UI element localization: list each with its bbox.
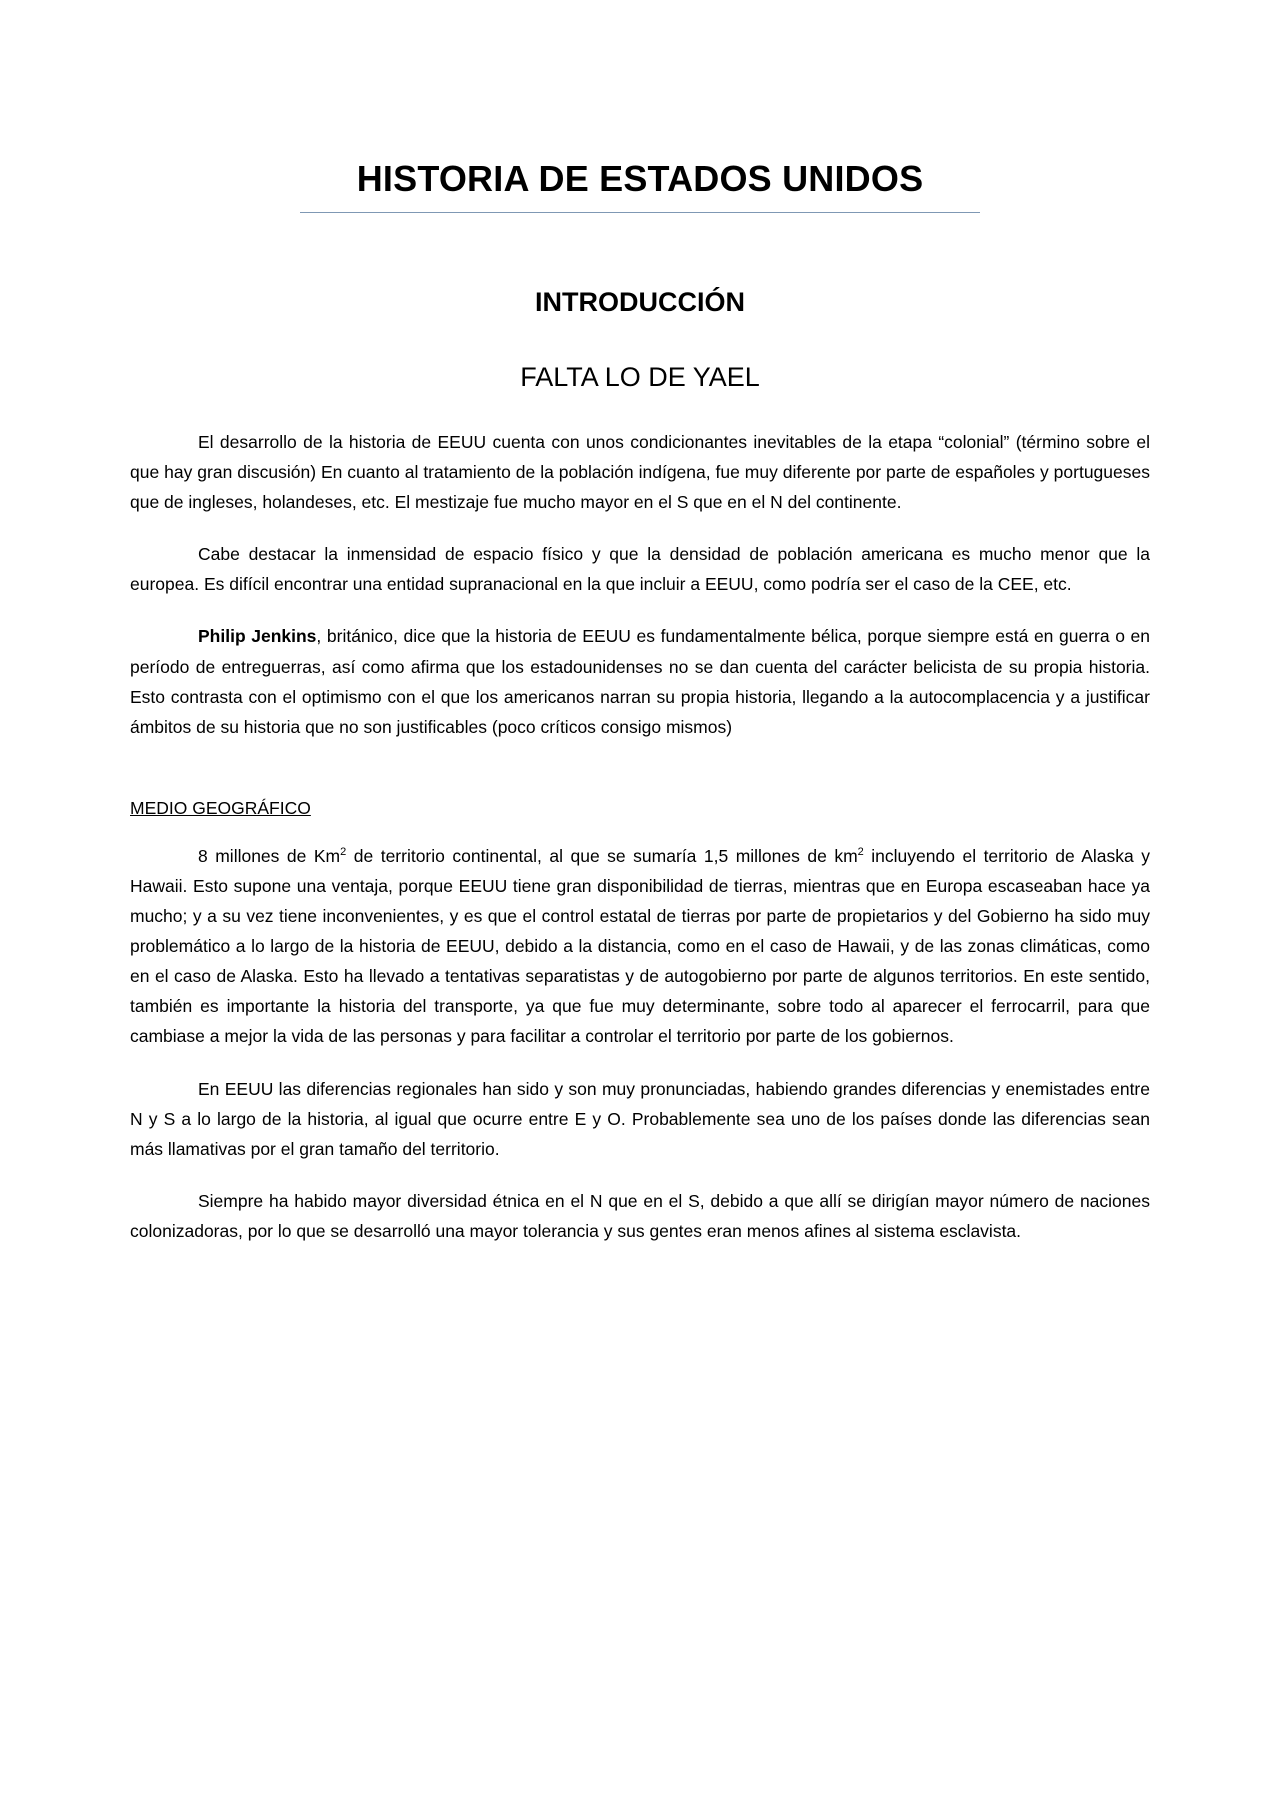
- section-spacer: [130, 742, 1150, 798]
- paragraph-colonial-context: El desarrollo de la historia de EEUU cuenta con unos condicionantes inevitables de la etapa “colonial” (término sobre el que hay gran discusión) En cuanto al tratamiento de la población indígena, fue muy diferente por parte de españoles y portugueses que de ingleses, holandeses, etc. El mestizaje fue mucho mayor en el S que en el N del continente.: [130, 432, 1150, 513]
- territorio-text-c: incluyendo el territorio de Alaska y Hawaii. Esto supone una ventaja, porque EEUU tiene gran disponibilidad de tierras, mientras que en Europa escaseaban hace ya mucho; y a su vez tiene inconvenientes, y es que el control estatal de tierras por parte de propietarios y del Gobierno ha sido muy problemático a lo largo de la historia de EEUU, debido a la distancia, como en el caso de Hawaii, y de las zonas climáticas, como en el caso de Alaska. Esto ha llevado a tentativas separatistas y de autogobierno por parte de algunos territorios. En este sentido, también es importante la historia del transporte, ya que fue muy determinante, sobre todo al aparecer el ferrocarril, para que cambiase a mejor la vida de las personas y para facilitar a controlar el territorio por parte de los gobiernos.: [130, 845, 1151, 1047]
- paragraph-diversidad-etnica: Siempre ha habido mayor diversidad étnica en el N que en el S, debido a que allí se dirigían mayor número de naciones colonizadoras, por lo que se desarrolló una mayor tolerancia y sus gentes eran menos afines al sistema esclavista.: [130, 1190, 1150, 1241]
- title-divider: [300, 212, 980, 213]
- page-title: HISTORIA DE ESTADOS UNIDOS: [356, 158, 924, 199]
- paragraph-space-density: Cabe destacar la inmensidad de espacio físico y que la densidad de población americana es mucho menor que la europea. Es difícil encontrar una entidad supranacional en la que incluir a EEUU, como podría ser el caso de la CEE, etc.: [130, 544, 1150, 595]
- paragraph-territorio: [130, 841, 1150, 1052]
- superscript-square-1: 2: [340, 846, 347, 859]
- territorio-text-a: 8 millones de Km: [198, 845, 341, 866]
- heading-falta-lo-de-yael: FALTA LO DE YAEL: [520, 362, 760, 392]
- paragraph-philip-jenkins: [130, 621, 1150, 741]
- section-heading-medio-geografico: MEDIO GEOGRÁFICO: [130, 797, 311, 818]
- paragraph-philip-jenkins-text: , británico, dice que la historia de EEUU es fundamentalmente bélica, porque siempre está en guerra o en período de entreguerras, así como afirma que los estadounidenses no se dan cuenta del carácter belicista de su propia historia. Esto contrasta con el optimismo con el que los americanos narran su propia historia, llegando a la autocomplacencia y a justificar ámbitos de su historia que no son justificables (poco críticos consigo mismos): [130, 626, 1150, 737]
- heading-introduccion: INTRODUCCIÓN: [535, 287, 745, 317]
- superscript-square-2: 2: [857, 846, 864, 859]
- territorio-text-b: de territorio continental, al que se sumaría 1,5 millones de km: [346, 845, 858, 866]
- author-name: Philip Jenkins: [198, 626, 317, 647]
- paragraph-diferencias-regionales: En EEUU las diferencias regionales han sido y son muy pronunciadas, habiendo grandes diferencias y enemistades entre N y S a lo largo de la historia, al igual que ocurre entre E y O. Probablemente sea uno de los países donde las diferencias sean más llamativas por el gran tamaño del territorio.: [130, 1078, 1150, 1159]
